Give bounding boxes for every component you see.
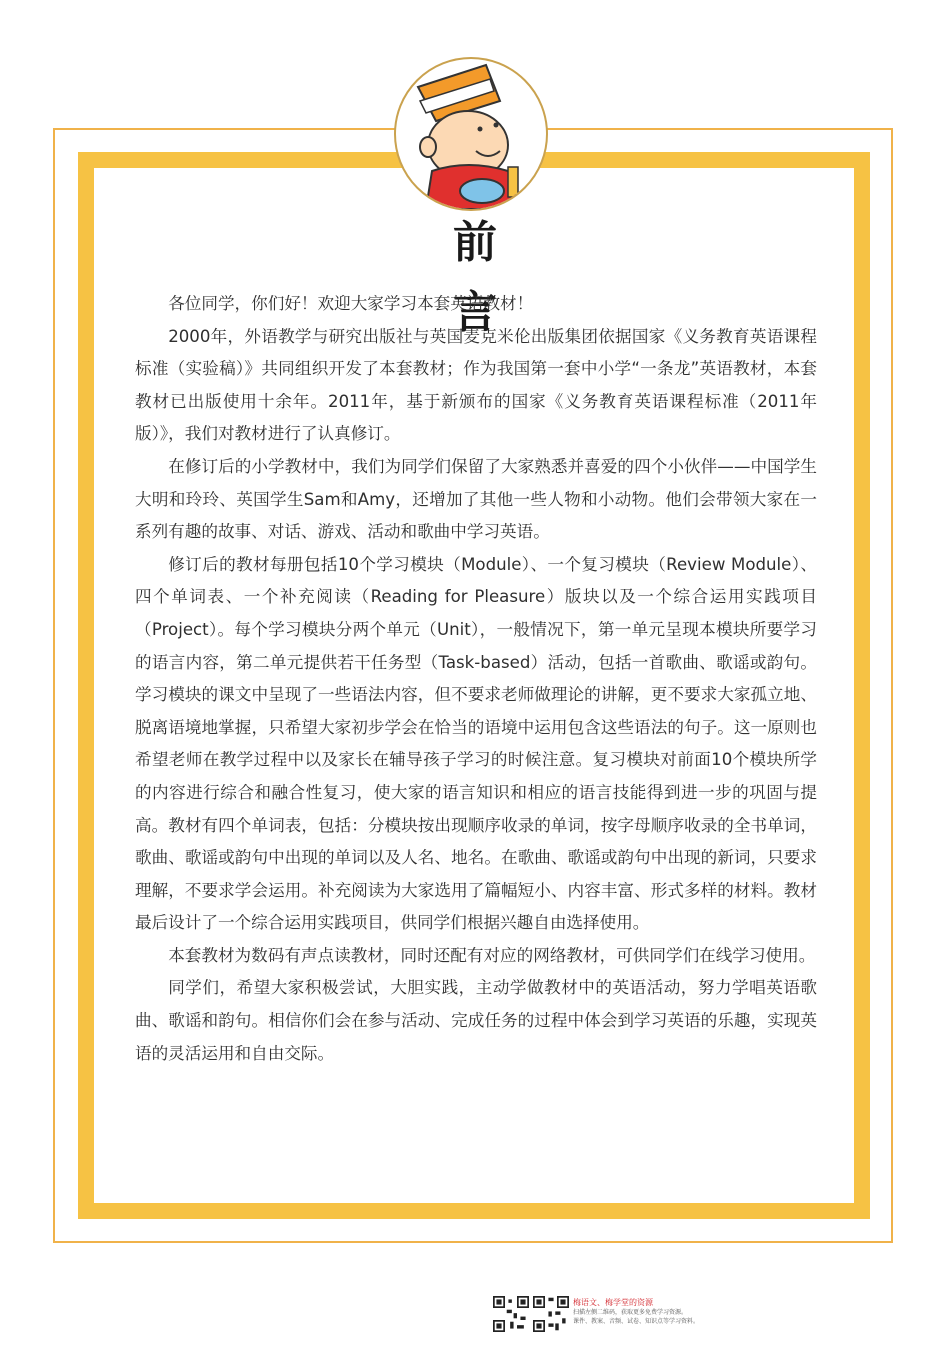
page-title: 前言 xyxy=(453,217,627,338)
qr-code-icon[interactable] xyxy=(493,1296,529,1332)
footer-text xyxy=(573,1298,733,1326)
qr-code-icon[interactable] xyxy=(533,1296,569,1332)
footer-brand: 梅语文、梅学堂的资源 xyxy=(573,1298,653,1307)
paragraph: 修订后的教材每册包括10个学习模块（Module）、一个复习模块（Review Module）、四个单词表、一个补充阅读（Reading for Pleasure）版块以及一个综合运用实践项目（Project）。每个学习模块分两个单元（Unit），一般情况下，第一单元呈现本模块所要学习的语言内容，第二单元提供若干任务型（Task-based）活动，包括一首歌曲、歌谣或韵句。学习模块的课文中呈现了一些语法内容，但不要求老师做理论的讲解，更不要求大家孤立地、脱离语境地掌握，只希望大家初步学会在恰当的语境中运用包含这些语法的句子。这一原则也希望老师在教学过程中以及家长在辅导孩子学习的时候注意。复习模块对前面10个模块所学的内容进行综合和融合性复习，使大家的语言知识和相应的语言技能得到进一步的巩固与提高。教材有四个单词表，包括：分模块按出现顺序收录的单词，按字母顺序收录的全书单词，歌曲、歌谣或韵句中出现的单词以及人名、地名。在歌曲、歌谣或韵句中出现的新词，只要求理解，不要求学会运用。补充阅读为大家选用了篇幅短小、内容丰富、形式多样的材料。教材最后设计了一个综合运用实践项目，供同学们根据兴趣自由选择使用。 xyxy=(135,554,817,933)
paragraph: 2000年，外语教学与研究出版社与英国麦克米伦出版集团依据国家《义务教育英语课程标准（实验稿）》共同组织开发了本套教材；作为我国第一套中小学“一条龙”英语教材，本套教材已出版使用十余年。2011年，基于新颁布的国家《义务教育英语课程标准（2011年版）》，我们对教材进行了认真修订。 xyxy=(135,326,817,444)
footer-line: 扫描左侧二维码，获取更多免费学习资源。 xyxy=(573,1309,688,1316)
paragraph: 各位同学，你们好！欢迎大家学习本套英语教材！ xyxy=(168,294,534,313)
paragraph: 同学们，希望大家积极尝试，大胆实践，主动学做教材中的英语活动，努力学唱英语歌曲、歌谣和韵句。相信你们会在参与活动、完成任务的过程中体会到学习英语的乐趣，实现英语的灵活运用和自由交际。 xyxy=(135,978,817,1063)
paragraph: 本套教材为数码有声点读教材，同时还配有对应的网络教材，可供同学们在线学习使用。 xyxy=(168,945,816,965)
footer-line: 课件、教案、音频、试卷、知识点等学习资料。 xyxy=(573,1318,700,1325)
preface-body xyxy=(135,288,817,1070)
paragraph: 在修订后的小学教材中，我们为同学们保留了大家熟悉并喜爱的四个小伙伴——中国学生大明和玲玲、英国学生Sam和Amy，还增加了其他一些人物和小动物。他们会带领大家在一系列有趣的故事、对话、游戏、活动和歌曲中学习英语。 xyxy=(135,456,817,542)
footer-resource-banner xyxy=(493,1296,733,1334)
mascot-illustration xyxy=(394,57,548,211)
